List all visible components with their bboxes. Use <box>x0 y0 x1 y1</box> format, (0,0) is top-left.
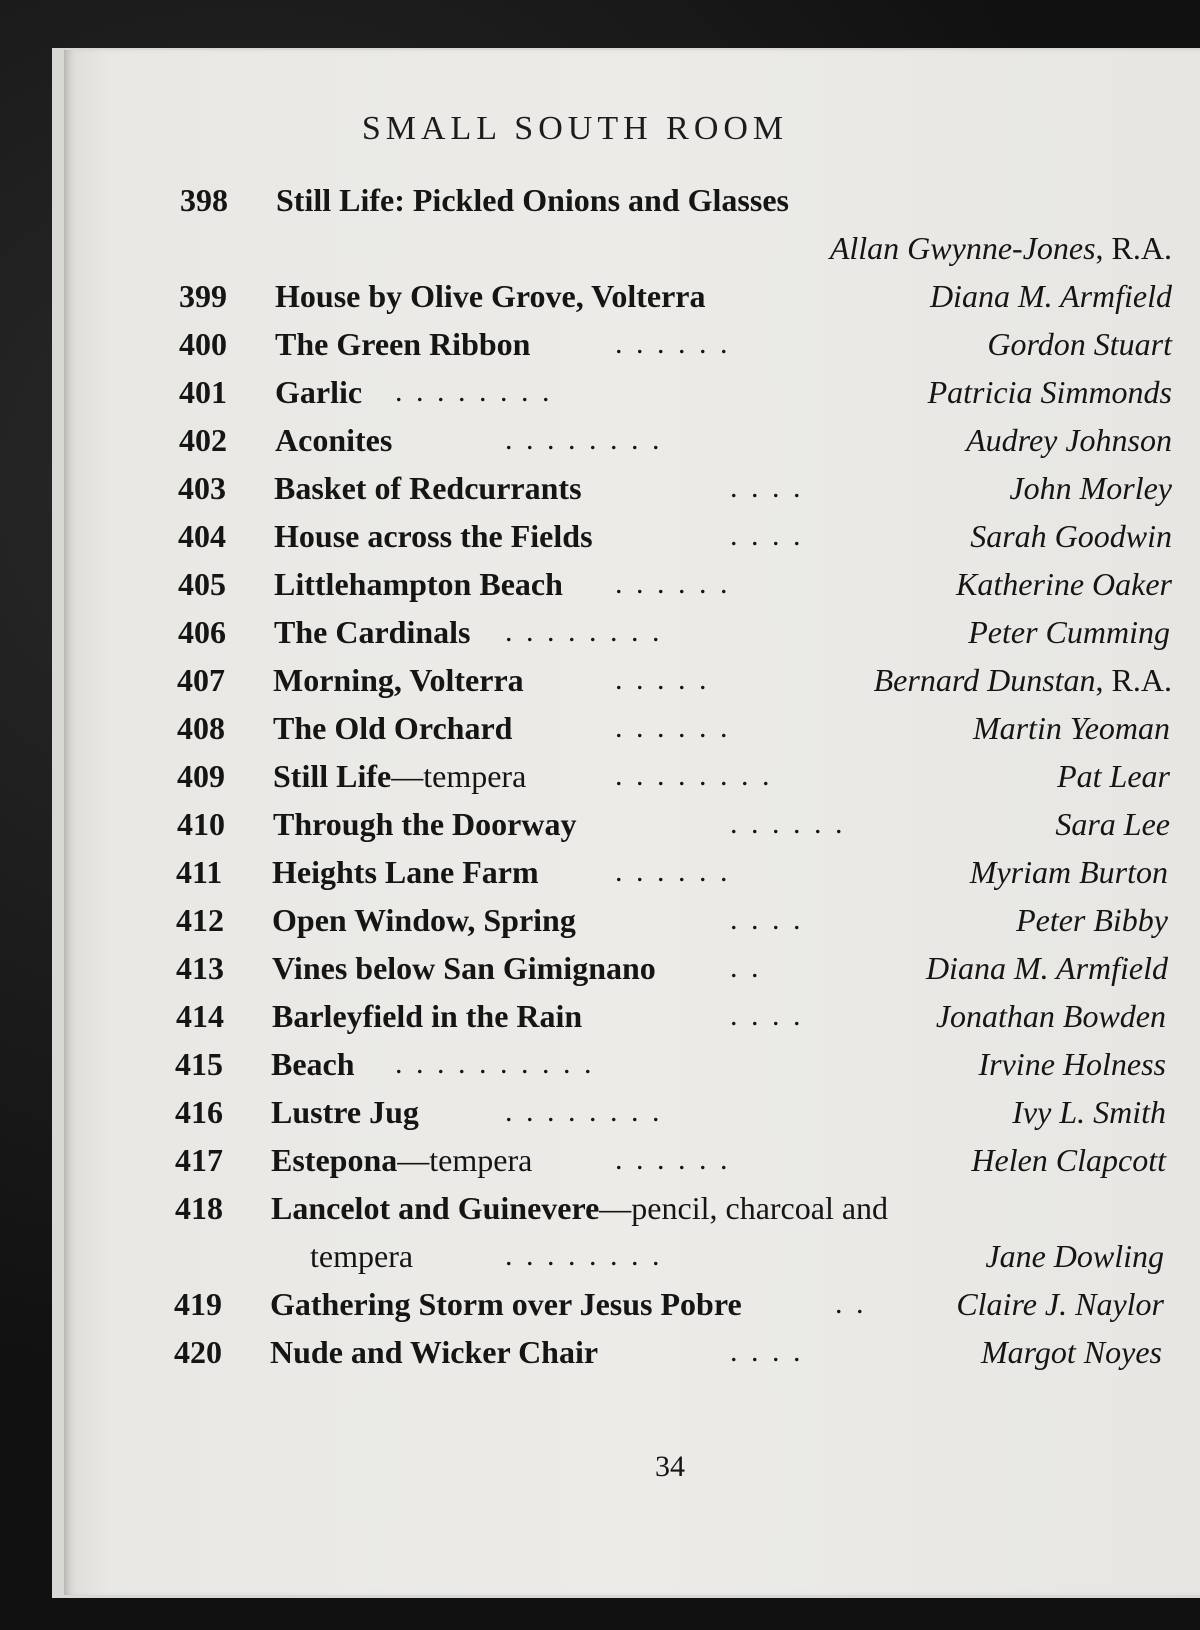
catalogue-entry <box>0 564 1200 612</box>
entry-number: 419 <box>174 1286 222 1322</box>
entry-number: 405 <box>178 566 226 602</box>
entry-title: The Green Ribbon <box>275 326 531 362</box>
entry-title: Morning, Volterra <box>273 662 524 698</box>
catalogue-entry-continued <box>0 1236 1200 1284</box>
entry-title: Through the Doorway <box>273 806 577 842</box>
entry-number: 402 <box>179 422 227 458</box>
page-number: 34 <box>655 1450 685 1483</box>
dot-leader: . . . . <box>730 999 804 1032</box>
entry-artist: Gordon Stuart <box>987 326 1172 362</box>
catalogue-entry-continued <box>0 228 1200 276</box>
catalogue-entry <box>0 1044 1200 1092</box>
dot-leader: . . . . . . <box>615 855 731 888</box>
dot-leader: . . . . <box>730 903 804 936</box>
entry-number: 399 <box>179 278 227 314</box>
entry-number: 406 <box>178 614 226 650</box>
dot-leader: . . . . <box>730 1335 804 1368</box>
catalogue-entry <box>0 1140 1200 1188</box>
dot-leader: . . . . . . <box>730 807 846 840</box>
entry-title: Nude and Wicker Chair <box>270 1334 599 1370</box>
catalogue-entry <box>0 1188 1200 1236</box>
entry-artist: Peter Bibby <box>1016 902 1168 938</box>
dot-leader: . . . . . . . . <box>615 759 773 792</box>
entry-artist: Bernard Dunstan, R.A. <box>873 662 1172 698</box>
catalogue-entry <box>0 324 1200 372</box>
catalogue-entry <box>0 756 1200 804</box>
entry-artist: Sara Lee <box>1055 806 1170 842</box>
dot-leader: . . . . . <box>615 663 710 696</box>
entry-number: 398 <box>180 182 228 218</box>
catalogue-entry <box>0 1284 1200 1332</box>
entry-artist: Patricia Simmonds <box>927 374 1172 410</box>
entry-title: Heights Lane Farm <box>272 854 539 890</box>
entry-artist: Margot Noyes <box>980 1334 1162 1370</box>
entry-number: 404 <box>178 518 226 554</box>
entry-artist: Diana M. Armfield <box>925 950 1168 986</box>
entry-title: Open Window, Spring <box>272 902 576 938</box>
entry-number: 416 <box>175 1094 223 1130</box>
entry-number: 403 <box>178 470 226 506</box>
entry-title: Basket of Redcurrants <box>274 470 582 506</box>
entry-artist: Jonathan Bowden <box>935 998 1166 1034</box>
entry-number: 415 <box>175 1046 223 1082</box>
catalogue-entry <box>0 1332 1200 1380</box>
entry-artist: Claire J. Naylor <box>956 1286 1164 1322</box>
catalogue-entry <box>0 900 1200 948</box>
entry-number: 420 <box>174 1334 222 1370</box>
dot-leader: . . . . . . <box>615 711 731 744</box>
entry-number: 414 <box>176 998 224 1034</box>
entry-number: 411 <box>176 854 223 890</box>
entry-artist: John Morley <box>1009 470 1172 506</box>
catalogue-entry <box>0 804 1200 852</box>
dot-leader: . . <box>835 1287 867 1320</box>
entry-artist: Myriam Burton <box>969 854 1168 890</box>
entry-title: Garlic <box>275 374 363 410</box>
catalogue-entry <box>0 612 1200 660</box>
entry-number: 409 <box>177 758 225 794</box>
entry-title: Lustre Jug <box>271 1094 419 1130</box>
dot-leader: . . . . <box>730 471 804 504</box>
entry-title: House by Olive Grove, Volterra <box>275 278 706 314</box>
dot-leader: . . . . . . . . <box>505 1239 663 1272</box>
dot-leader: . . . . . . . . <box>505 423 663 456</box>
catalogue-entry <box>0 708 1200 756</box>
dot-leader: . . . . . . <box>615 567 731 600</box>
entry-number: 408 <box>177 710 225 746</box>
catalogue-entry <box>0 852 1200 900</box>
entry-number: 417 <box>175 1142 223 1178</box>
catalogue-entry <box>0 1092 1200 1140</box>
entry-number: 407 <box>177 662 225 698</box>
entry-artist: Audrey Johnson <box>966 422 1172 458</box>
entry-artist: Sarah Goodwin <box>970 518 1172 554</box>
entry-artist: Peter Cumming <box>968 614 1170 650</box>
entry-title: Barleyfield in the Rain <box>272 998 583 1034</box>
dot-leader: . . <box>730 951 762 984</box>
catalogue-entry <box>0 276 1200 324</box>
entry-title: Littlehampton Beach <box>274 566 563 602</box>
entry-artist: Allan Gwynne-Jones, R.A. <box>829 230 1172 266</box>
entry-artist: Jane Dowling <box>985 1238 1164 1274</box>
entry-title: Estepona—tempera <box>271 1142 533 1178</box>
entry-title: The Old Orchard <box>273 710 513 746</box>
entry-title: Vines below San Gimignano <box>272 950 656 986</box>
entry-artist: Martin Yeoman <box>972 710 1170 746</box>
catalogue-entry <box>0 996 1200 1044</box>
entry-title: Still Life: Pickled Onions and Glasses <box>276 182 789 218</box>
entry-artist: Helen Clapcott <box>971 1142 1166 1178</box>
dot-leader: . . . . . . <box>615 327 731 360</box>
dot-leader: . . . . . . . . . . <box>395 1047 595 1080</box>
entry-number: 418 <box>175 1190 223 1226</box>
dot-leader: . . . . . . <box>615 1143 731 1176</box>
dot-leader: . . . . . . . . <box>395 375 553 408</box>
entry-title: The Cardinals <box>274 614 471 650</box>
entry-title: Aconites <box>275 422 393 458</box>
dot-leader: . . . . . . . . <box>505 615 663 648</box>
catalogue-entry <box>0 180 1200 228</box>
catalogue-entry <box>0 948 1200 996</box>
entry-number: 412 <box>176 902 224 938</box>
entry-title: Beach <box>271 1046 355 1082</box>
entry-title: House across the Fields <box>274 518 593 554</box>
entry-artist: Diana M. Armfield <box>929 278 1172 314</box>
entry-number: 413 <box>176 950 224 986</box>
entry-number: 400 <box>179 326 227 362</box>
entry-artist: Katherine Oaker <box>956 566 1172 602</box>
entry-artist: Ivy L. Smith <box>1012 1094 1166 1130</box>
entry-number: 410 <box>177 806 225 842</box>
entry-number: 401 <box>179 374 227 410</box>
entry-title: Gathering Storm over Jesus Pobre <box>270 1286 742 1322</box>
catalogue-entry <box>0 420 1200 468</box>
entry-title: Still Life—tempera <box>273 758 527 794</box>
dot-leader: . . . . <box>730 519 804 552</box>
catalogue-entry <box>0 372 1200 420</box>
dot-leader: . . . . . . . . <box>505 1095 663 1128</box>
entry-medium-continued: tempera <box>310 1238 414 1274</box>
catalogue-entry <box>0 516 1200 564</box>
entry-artist: Pat Lear <box>1057 758 1170 794</box>
room-heading: SMALL SOUTH ROOM <box>361 110 789 147</box>
entry-title: Lancelot and Guinevere—pencil, charcoal and <box>271 1190 889 1226</box>
catalogue-entry <box>0 660 1200 708</box>
catalogue-entry <box>0 468 1200 516</box>
entry-artist: Irvine Holness <box>978 1046 1166 1082</box>
